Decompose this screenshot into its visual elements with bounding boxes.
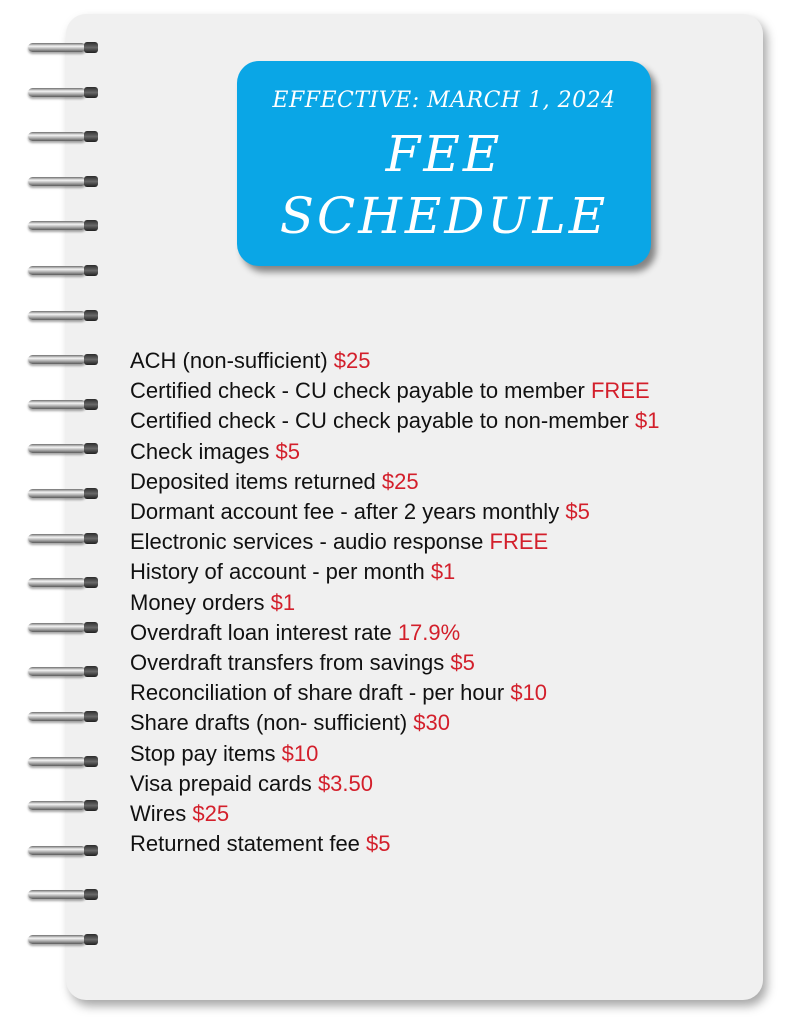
spiral-ring xyxy=(28,352,100,368)
title-line-1: FEE xyxy=(385,125,503,183)
fee-amount: $1 xyxy=(430,559,456,585)
fee-schedule-header xyxy=(237,61,651,266)
fee-item xyxy=(130,739,660,769)
spiral-ring xyxy=(28,664,100,680)
fee-amount: $25 xyxy=(381,468,419,494)
fee-item xyxy=(130,618,660,648)
fee-label: Returned statement fee xyxy=(130,831,360,857)
spiral-ring xyxy=(28,798,100,814)
fee-item xyxy=(130,376,660,406)
fee-item xyxy=(130,648,660,678)
fee-amount: $25 xyxy=(192,801,230,827)
spiral-ring xyxy=(28,754,100,770)
spiral-ring xyxy=(28,174,100,190)
fee-amount: $1 xyxy=(270,589,296,615)
fee-label: Stop pay items xyxy=(130,740,276,766)
fee-item xyxy=(130,497,660,527)
fee-amount: $10 xyxy=(510,680,548,706)
fee-amount: $10 xyxy=(281,740,319,766)
spiral-ring xyxy=(28,308,100,324)
fee-label: Electronic services - audio response xyxy=(130,529,484,555)
fee-amount: $25 xyxy=(333,348,371,373)
fee-label: Overdraft loan interest rate xyxy=(130,619,392,645)
fee-amount: $1 xyxy=(635,408,660,434)
spiral-ring xyxy=(28,932,100,948)
fee-label: Wires xyxy=(130,801,187,827)
fee-item xyxy=(130,588,660,618)
fee-item xyxy=(130,829,660,859)
fee-item xyxy=(130,467,660,497)
fee-label: Share drafts (non- sufficient) xyxy=(130,710,408,736)
fee-label: Check images xyxy=(130,438,270,464)
spiral-ring xyxy=(28,129,100,145)
fee-label: Dormant account fee - after 2 years monthly xyxy=(130,499,560,525)
fee-label: History of account - per month xyxy=(130,559,425,585)
fee-label: Deposited items returned xyxy=(130,468,376,494)
fee-amount: $5 xyxy=(366,831,391,857)
spiral-ring xyxy=(28,486,100,502)
spiral-ring xyxy=(28,397,100,413)
spiral-ring xyxy=(28,40,100,56)
fee-label: Certified check - CU check payable to non-member xyxy=(130,408,629,434)
fee-item xyxy=(130,437,660,467)
spiral-ring xyxy=(28,85,100,101)
fee-label: Visa prepaid cards xyxy=(130,770,312,796)
fee-amount: $5 xyxy=(450,650,475,676)
title-line-2: SCHEDULE xyxy=(279,187,609,245)
fee-amount: $30 xyxy=(413,710,451,736)
fee-label: Money orders xyxy=(130,589,265,615)
fee-label: ACH (non-sufficient) xyxy=(130,348,328,373)
effective-date: EFFECTIVE: MARCH 1, 2024 xyxy=(272,88,616,113)
spiral-binding xyxy=(28,40,108,970)
fee-amount: FREE xyxy=(489,529,549,555)
fee-amount: 17.9% xyxy=(397,619,461,645)
fee-amount: $5 xyxy=(275,438,300,464)
fee-amount: $5 xyxy=(565,499,590,525)
fee-item xyxy=(130,557,660,587)
page-title xyxy=(237,123,651,247)
fee-item xyxy=(130,708,660,738)
spiral-ring xyxy=(28,441,100,457)
spiral-ring xyxy=(28,263,100,279)
spiral-ring xyxy=(28,709,100,725)
fee-item xyxy=(130,406,660,436)
fee-item xyxy=(130,346,660,376)
fee-label: Overdraft transfers from savings xyxy=(130,650,445,676)
spiral-ring xyxy=(28,531,100,547)
spiral-ring xyxy=(28,218,100,234)
fee-item xyxy=(130,799,660,829)
fee-label: Certified check - CU check payable to member xyxy=(130,378,585,404)
fee-item xyxy=(130,769,660,799)
fee-label: Reconciliation of share draft - per hour xyxy=(130,680,505,706)
fee-item xyxy=(130,527,660,557)
fee-item xyxy=(130,678,660,708)
fee-amount: FREE xyxy=(590,378,650,404)
fee-list xyxy=(130,346,660,859)
spiral-ring xyxy=(28,843,100,859)
spiral-ring xyxy=(28,620,100,636)
spiral-ring xyxy=(28,575,100,591)
spiral-ring xyxy=(28,887,100,903)
fee-amount: $3.50 xyxy=(317,770,373,796)
